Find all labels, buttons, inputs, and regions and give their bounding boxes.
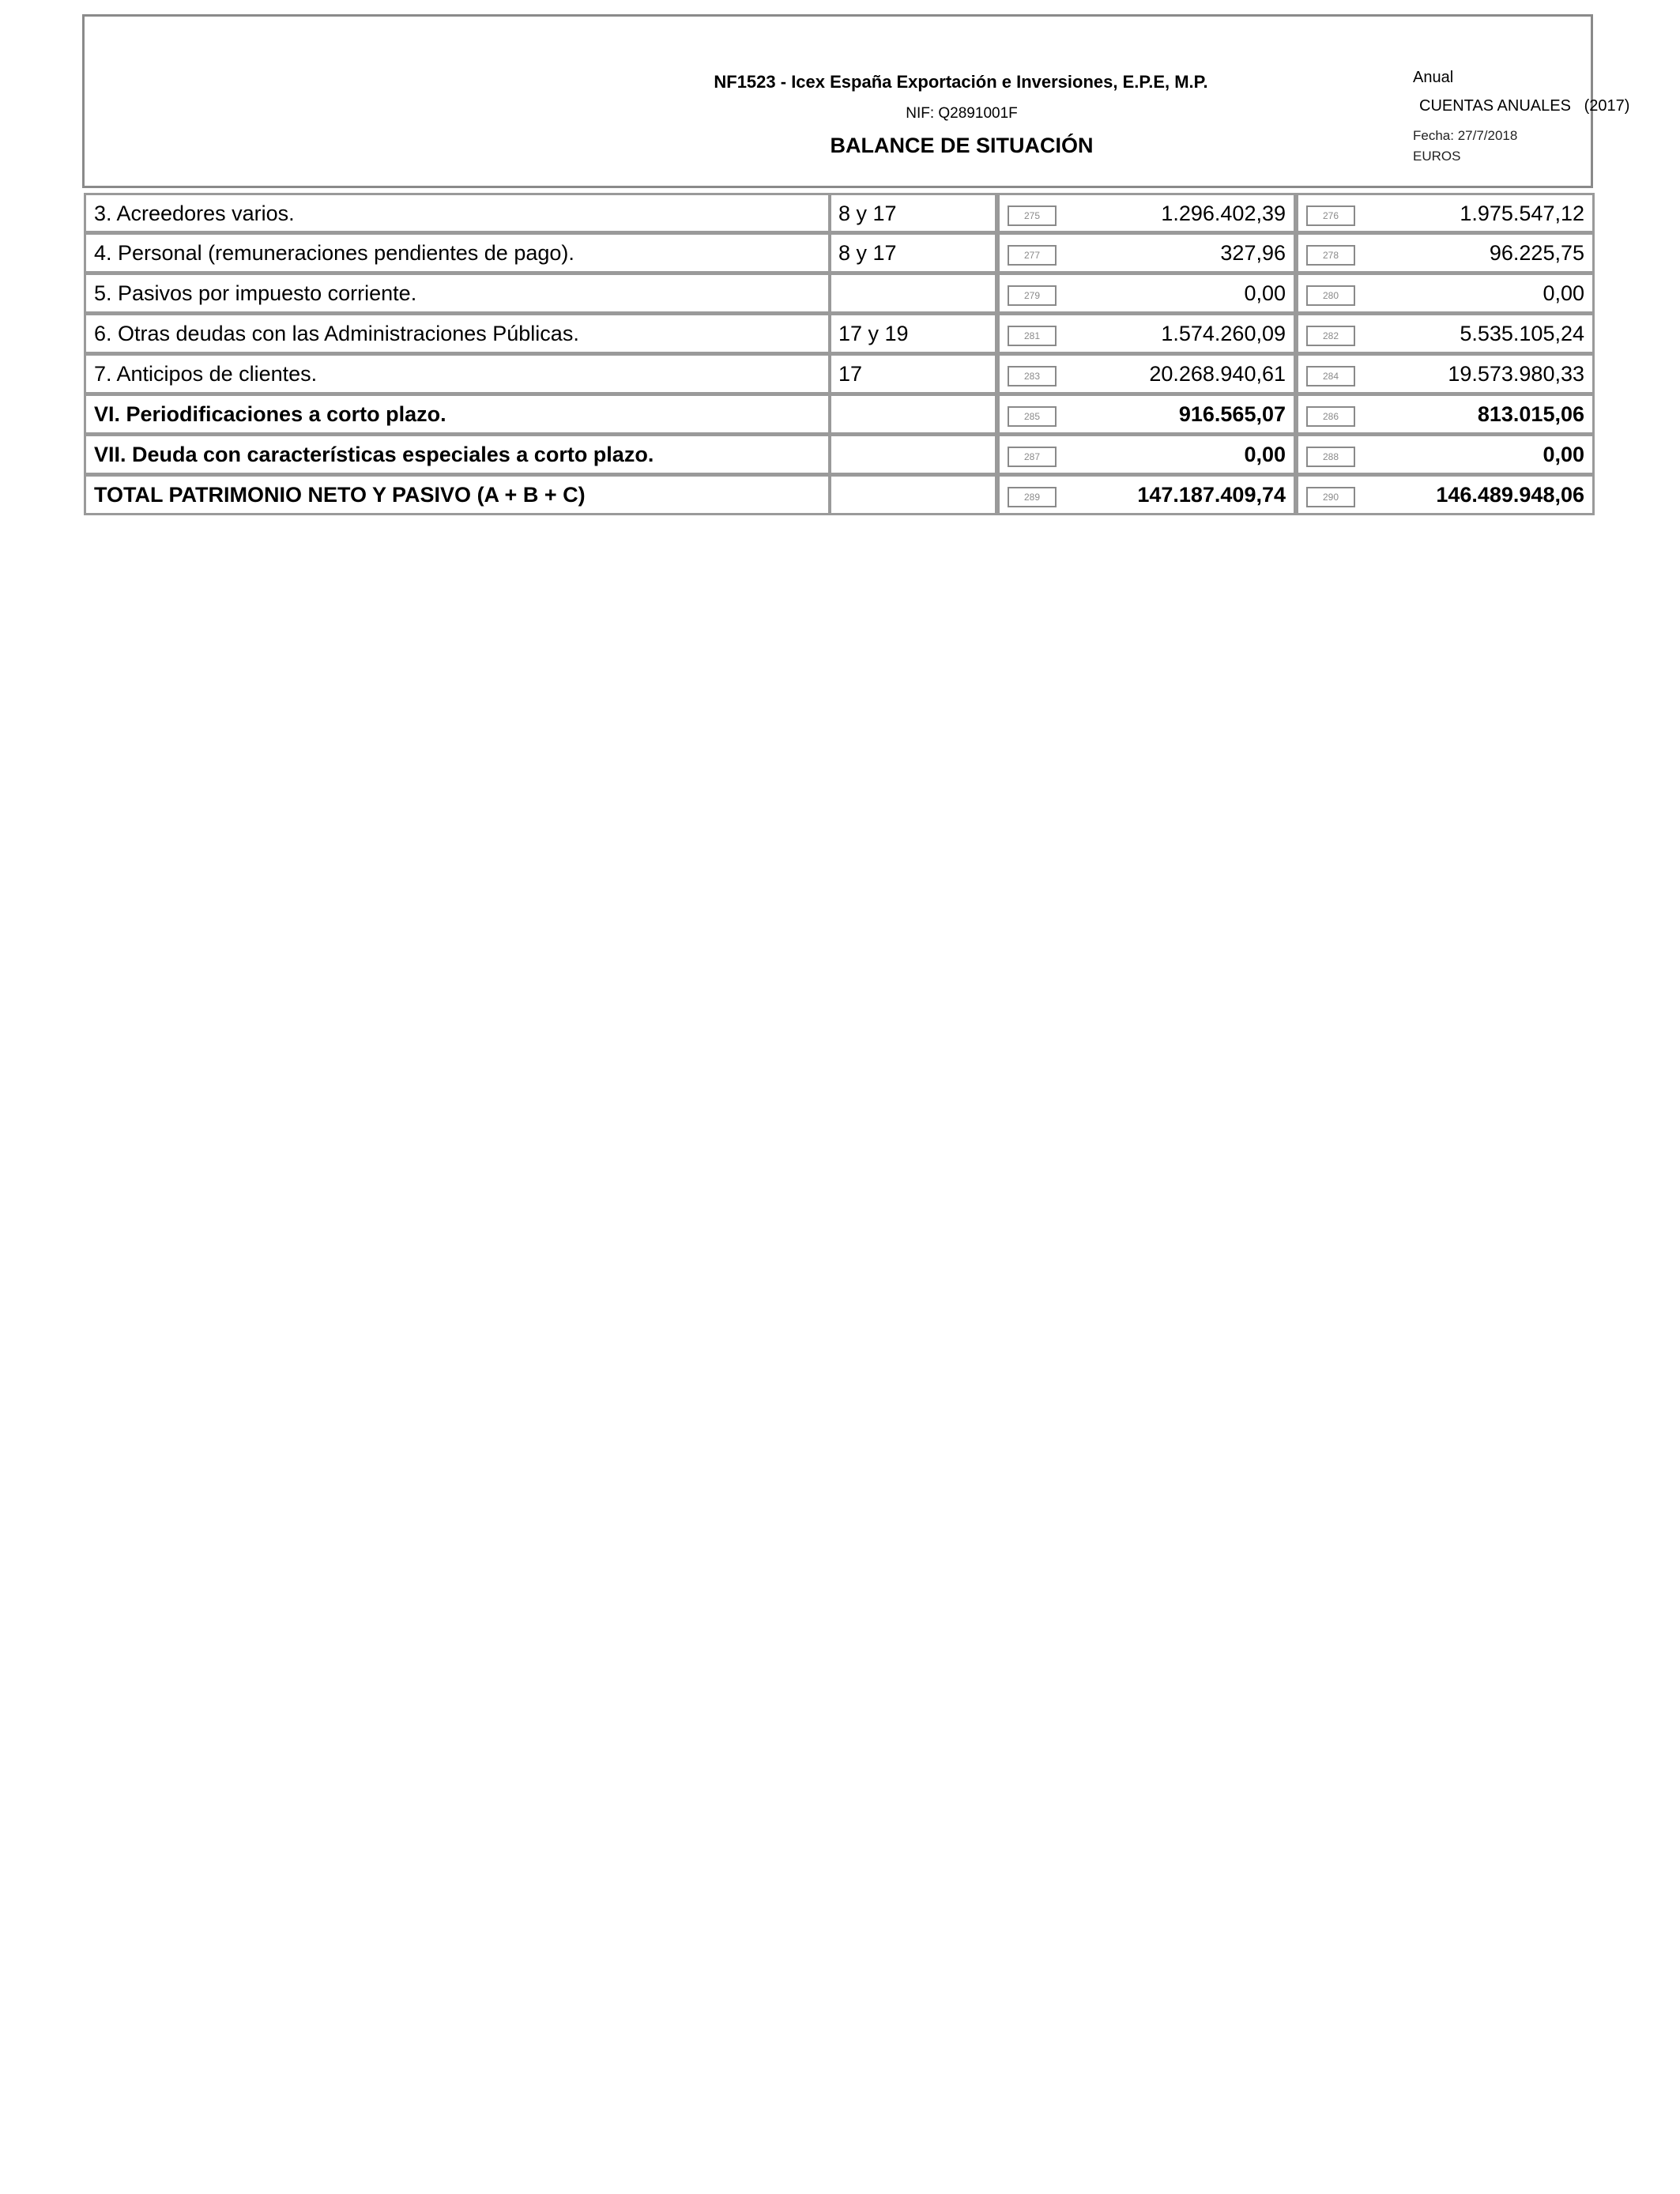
note-cell bbox=[828, 314, 997, 354]
previous-year-cell bbox=[1296, 314, 1595, 354]
table-row bbox=[82, 435, 1593, 475]
table-row bbox=[82, 273, 1593, 314]
row-label-cell bbox=[84, 354, 831, 394]
note-ref: 8 y 17 bbox=[838, 241, 897, 265]
current-year-cell bbox=[997, 314, 1296, 354]
note-ref: 8 y 17 bbox=[838, 202, 897, 225]
previous-year-cell bbox=[1296, 354, 1595, 394]
amount-previous: 19.573.980,33 bbox=[1448, 362, 1584, 386]
note-cell bbox=[828, 354, 997, 394]
amount-current: 916.565,07 bbox=[1178, 402, 1286, 426]
note-cell bbox=[828, 273, 997, 314]
current-year-cell bbox=[997, 193, 1296, 233]
row-label: 4. Personal (remuneraciones pendientes de pago). bbox=[94, 241, 574, 265]
row-label: 5. Pasivos por impuesto corriente. bbox=[94, 281, 417, 305]
table-row bbox=[82, 193, 1593, 233]
amount-current: 1.574.260,09 bbox=[1161, 322, 1286, 345]
box-code: 276 bbox=[1306, 205, 1355, 226]
date-label: Fecha: 27/7/2018 bbox=[1413, 128, 1518, 143]
box-code: 283 bbox=[1008, 366, 1057, 386]
box-code: 284 bbox=[1306, 366, 1355, 386]
amount-current: 0,00 bbox=[1244, 443, 1286, 466]
note-cell bbox=[828, 435, 997, 475]
note-cell bbox=[828, 233, 997, 273]
row-label-cell bbox=[84, 435, 831, 475]
box-code: 286 bbox=[1306, 406, 1355, 427]
table-row bbox=[82, 233, 1593, 273]
row-label-cell bbox=[84, 233, 831, 273]
box-code: 290 bbox=[1306, 487, 1355, 507]
current-year-cell bbox=[997, 394, 1296, 435]
previous-year-cell bbox=[1296, 273, 1595, 314]
row-label: VII. Deuda con características especiales a corto plazo. bbox=[94, 443, 654, 466]
row-label-cell bbox=[84, 273, 831, 314]
amount-current: 1.296.402,39 bbox=[1161, 202, 1286, 225]
balance-table bbox=[82, 193, 1593, 515]
row-label: 7. Anticipos de clientes. bbox=[94, 362, 318, 386]
amount-current: 327,96 bbox=[1220, 241, 1286, 265]
amount-previous: 0,00 bbox=[1543, 443, 1584, 466]
amount-current: 0,00 bbox=[1244, 281, 1286, 305]
box-code: 279 bbox=[1008, 285, 1057, 306]
current-year-cell bbox=[997, 475, 1296, 515]
amount-previous: 96.225,75 bbox=[1489, 241, 1584, 265]
amount-previous: 146.489.948,06 bbox=[1436, 483, 1584, 507]
currency-label: EUROS bbox=[1413, 149, 1461, 164]
period-type: Anual bbox=[1413, 69, 1454, 86]
row-label: TOTAL PATRIMONIO NETO Y PASIVO (A + B + C) bbox=[94, 483, 586, 507]
document-title: BALANCE DE SITUACIÓN bbox=[830, 134, 1094, 157]
current-year-cell bbox=[997, 435, 1296, 475]
row-label-cell bbox=[84, 314, 831, 354]
box-code: 282 bbox=[1306, 326, 1355, 346]
nif-label: NIF: Q2891001F bbox=[906, 105, 1018, 122]
note-ref: 17 y 19 bbox=[838, 322, 909, 345]
company-name: NF1523 - Icex España Exportación e Inversiones, E.P.E, M.P. bbox=[714, 72, 1208, 92]
current-year-cell bbox=[997, 354, 1296, 394]
table-row bbox=[82, 354, 1593, 394]
current-year-cell bbox=[997, 233, 1296, 273]
amount-previous: 5.535.105,24 bbox=[1460, 322, 1584, 345]
amount-previous: 0,00 bbox=[1543, 281, 1584, 305]
box-code: 287 bbox=[1008, 447, 1057, 467]
previous-year-cell bbox=[1296, 394, 1595, 435]
previous-year-cell bbox=[1296, 435, 1595, 475]
row-label: VI. Periodificaciones a corto plazo. bbox=[94, 402, 446, 426]
note-cell bbox=[828, 475, 997, 515]
box-code: 275 bbox=[1008, 205, 1057, 226]
note-cell bbox=[828, 394, 997, 435]
box-code: 289 bbox=[1008, 487, 1057, 507]
row-label-cell bbox=[84, 475, 831, 515]
total-row bbox=[82, 475, 1593, 515]
current-year-cell bbox=[997, 273, 1296, 314]
note-cell bbox=[828, 193, 997, 233]
table-row bbox=[82, 394, 1593, 435]
box-code: 277 bbox=[1008, 245, 1057, 266]
previous-year-cell bbox=[1296, 475, 1595, 515]
row-label-cell bbox=[84, 193, 831, 233]
document-header bbox=[82, 14, 1630, 188]
box-code: 288 bbox=[1306, 447, 1355, 467]
row-label: 3. Acreedores varios. bbox=[94, 202, 295, 225]
amount-current: 147.187.409,74 bbox=[1137, 483, 1286, 507]
row-label-cell bbox=[84, 394, 831, 435]
amount-previous: 813.015,06 bbox=[1477, 402, 1584, 426]
previous-year-cell bbox=[1296, 193, 1595, 233]
box-code: 281 bbox=[1008, 326, 1057, 346]
box-code: 280 bbox=[1306, 285, 1355, 306]
amount-current: 20.268.940,61 bbox=[1149, 362, 1286, 386]
table-row bbox=[82, 314, 1593, 354]
model-label: CUENTAS ANUALES (2017) bbox=[1419, 97, 1630, 115]
box-code: 285 bbox=[1008, 406, 1057, 427]
previous-year-cell bbox=[1296, 233, 1595, 273]
amount-previous: 1.975.547,12 bbox=[1460, 202, 1584, 225]
box-code: 278 bbox=[1306, 245, 1355, 266]
note-ref: 17 bbox=[838, 362, 863, 386]
row-label: 6. Otras deudas con las Administraciones Públicas. bbox=[94, 322, 579, 345]
